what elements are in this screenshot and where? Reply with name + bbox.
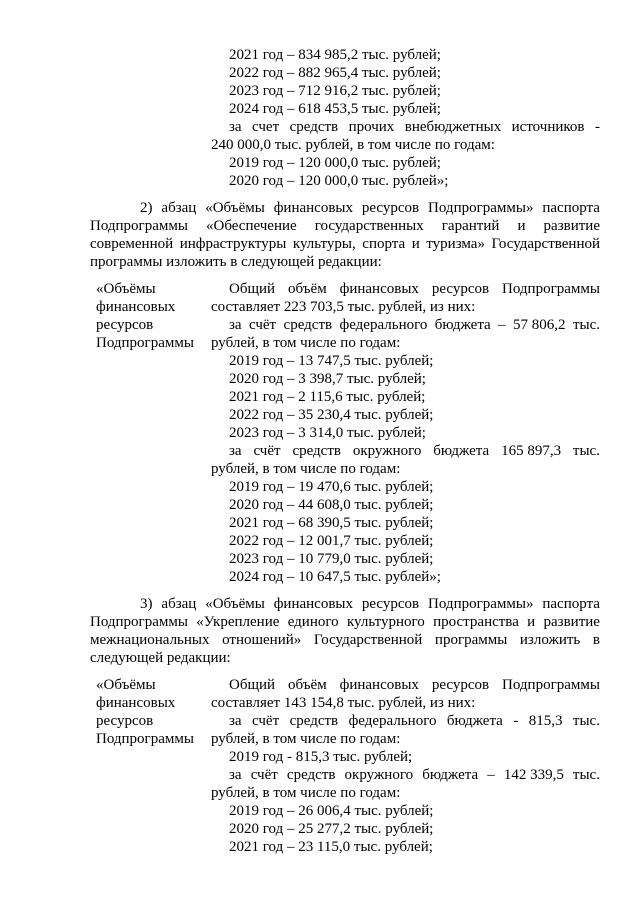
table2-federal-line: за счёт средств федерального бюджета - 815,3 тыс. — [229, 713, 600, 729]
other-sources-cont: 240 000,0 тыс. рублей, в том числе по годам: — [211, 137, 495, 153]
table2-district-cont: рублей, в том числе по годам: — [211, 785, 401, 801]
year-line: 2023 год – 10 779,0 тыс. рублей; — [229, 551, 434, 567]
table1-label: ресурсов — [96, 317, 154, 333]
table1-label: «Объёмы — [96, 281, 156, 297]
item2-paragraph-line2: Подпрограммы «Обеспечение государственных гарантий и развитие — [90, 218, 600, 234]
table1-district-cont: рублей, в том числе по годам: — [211, 461, 401, 477]
year-line: 2019 год – 13 747,5 тыс. рублей; — [229, 353, 434, 369]
year-line: 2020 год – 120 000,0 тыс. рублей»; — [229, 173, 449, 189]
year-line: 2021 год – 2 115,6 тыс. рублей; — [229, 389, 426, 405]
year-line: 2022 год – 12 001,7 тыс. рублей; — [229, 533, 434, 549]
table2-label: ресурсов — [96, 713, 154, 729]
table2-district-line: за счёт средств окружного бюджета – 142 339,5 тыс. — [229, 767, 600, 783]
year-line: 2020 год – 3 398,7 тыс. рублей; — [229, 371, 426, 387]
item3-paragraph-line3: межнациональных отношений» Государственной программы изложить в — [90, 632, 600, 648]
year-line: 2024 год – 618 453,5 тыс. рублей; — [229, 101, 441, 117]
table2-total-cont: составляет 143 154,8 тыс. рублей, из них: — [211, 695, 476, 711]
other-sources-line: за счет средств прочих внебюджетных источников - — [229, 119, 600, 135]
year-line: 2021 год – 68 390,5 тыс. рублей; — [229, 515, 434, 531]
table2-label: Подпрограммы — [96, 731, 194, 747]
year-line: 2024 год – 10 647,5 тыс. рублей»; — [229, 569, 441, 585]
table1-label: финансовых — [96, 299, 176, 315]
year-line: 2019 год - 815,3 тыс. рублей; — [229, 749, 413, 765]
table2-label: «Объёмы — [96, 677, 156, 693]
year-line: 2019 год – 120 000,0 тыс. рублей; — [229, 155, 441, 171]
year-line: 2019 год – 26 006,4 тыс. рублей; — [229, 803, 434, 819]
table2-federal-cont: рублей, в том числе по годам: — [211, 731, 401, 747]
item2-paragraph-line1: 2) абзац «Объёмы финансовых ресурсов Подпрограммы» паспорта — [140, 200, 600, 216]
table1-label: Подпрограммы — [96, 335, 194, 351]
item3-paragraph-line4: следующей редакции: — [90, 650, 231, 666]
table2-total-line: Общий объём финансовых ресурсов Подпрограммы — [229, 677, 600, 693]
year-line: 2022 год – 882 965,4 тыс. рублей; — [229, 65, 441, 81]
item3-paragraph-line1: 3) абзац «Объёмы финансовых ресурсов Подпрограммы» паспорта — [140, 596, 600, 612]
year-line: 2021 год – 23 115,0 тыс. рублей; — [229, 839, 433, 855]
table1-federal-cont: рублей, в том числе по годам: — [211, 335, 401, 351]
year-line: 2020 год – 44 608,0 тыс. рублей; — [229, 497, 434, 513]
table1-federal-line: за счёт средств федерального бюджета – 57 806,2 тыс. — [229, 317, 600, 333]
year-line: 2019 год – 19 470,6 тыс. рублей; — [229, 479, 434, 495]
year-line: 2022 год – 35 230,4 тыс. рублей; — [229, 407, 434, 423]
item2-paragraph-line4: программы изложить в следующей редакции: — [90, 254, 382, 270]
year-line: 2020 год – 25 277,2 тыс. рублей; — [229, 821, 434, 837]
table1-district-line: за счёт средств окружного бюджета 165 897,3 тыс. — [229, 443, 600, 459]
item2-paragraph-line3: современной инфраструктуры культуры, спорта и туризма» Государственной — [90, 236, 600, 252]
year-line: 2023 год – 712 916,2 тыс. рублей; — [229, 83, 441, 99]
item3-paragraph-line2: Подпрограммы «Укрепление единого культурного пространства и развитие — [90, 614, 600, 630]
table1-total-line: Общий объём финансовых ресурсов Подпрограммы — [229, 281, 600, 297]
year-line: 2023 год – 3 314,0 тыс. рублей; — [229, 425, 426, 441]
table2-label: финансовых — [96, 695, 176, 711]
year-line: 2021 год – 834 985,2 тыс. рублей; — [229, 47, 441, 63]
table1-total-cont: составляет 223 703,5 тыс. рублей, из них: — [211, 299, 476, 315]
